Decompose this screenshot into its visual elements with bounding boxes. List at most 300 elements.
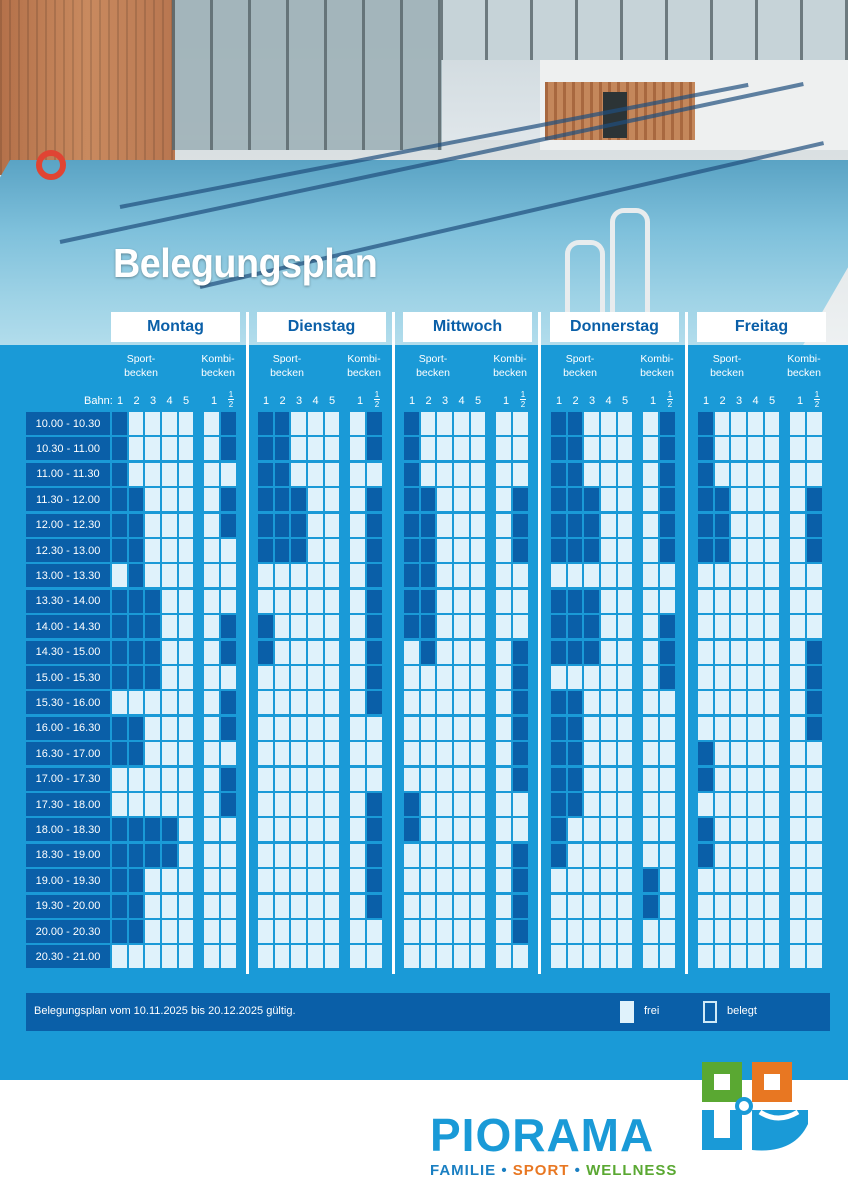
slot-free [731,768,746,791]
logo-tagline: FAMILIE • SPORT • WELLNESS [430,1162,678,1179]
slot-free [421,437,436,460]
slot-occupied [715,539,730,562]
slot-free [454,920,469,943]
time-slot-label: 19.00 - 19.30 [26,869,110,892]
slot-free [179,844,194,867]
slot-free [350,514,365,537]
slot-free [551,895,566,918]
slot-free [204,564,219,587]
slot-occupied [551,818,566,841]
slot-free [204,641,219,664]
slot-free [471,564,486,587]
slot-occupied [221,488,236,511]
slot-free [258,666,273,689]
slot-free [454,869,469,892]
slot-free [275,844,290,867]
slot-free [162,945,177,968]
slot-free [454,412,469,435]
slot-free [204,742,219,765]
slot-occupied [367,514,382,537]
slot-free [660,768,675,791]
slot-occupied [129,615,144,638]
slot-occupied [643,869,658,892]
slot-free [471,412,486,435]
slot-occupied [258,437,273,460]
slot-free [437,514,452,537]
slot-free [437,691,452,714]
slot-free [325,818,340,841]
slot-occupied [129,742,144,765]
slot-free [513,818,528,841]
slot-occupied [404,412,419,435]
slot-free [325,793,340,816]
time-slot-label: 11.00 - 11.30 [26,463,110,486]
slot-free [204,768,219,791]
slot-free [471,818,486,841]
time-slot-label: 14.30 - 15.00 [26,641,110,664]
slot-occupied [551,793,566,816]
slot-free [454,437,469,460]
slot-free [660,742,675,765]
slot-free [643,539,658,562]
slot-free [350,463,365,486]
slot-occupied [584,514,599,537]
slot-free [437,437,452,460]
slot-free [731,945,746,968]
slot-free [437,895,452,918]
slot-free [291,768,306,791]
slot-free [731,869,746,892]
slot-free [221,869,236,892]
slot-free [291,463,306,486]
slot-free [496,844,511,867]
slot-free [275,691,290,714]
slot-free [421,463,436,486]
slot-free [308,691,323,714]
slot-occupied [660,488,675,511]
slot-free [350,590,365,613]
slot-free [179,564,194,587]
slot-free [179,945,194,968]
lane-number: 2 [425,395,432,407]
slot-free [551,920,566,943]
slot-free [421,717,436,740]
slot-free [454,768,469,791]
slot-occupied [513,920,528,943]
slot-free [698,564,713,587]
time-slot-label: 12.30 - 13.00 [26,539,110,562]
lane-number: 1 [408,395,416,407]
slot-free [437,666,452,689]
slot-free [421,793,436,816]
slot-occupied [404,615,419,638]
slot-free [618,920,633,943]
slot-free [643,844,658,867]
slot-free [471,742,486,765]
slot-free [454,564,469,587]
slot-free [291,615,306,638]
slot-occupied [568,691,583,714]
slot-free [731,691,746,714]
slot-free [308,945,323,968]
slot-free [308,818,323,841]
slot-free [291,818,306,841]
slot-free [350,895,365,918]
slot-occupied [112,920,127,943]
slot-free [765,437,780,460]
slot-occupied [112,869,127,892]
slot-occupied [367,818,382,841]
slot-occupied [404,463,419,486]
slot-free [601,590,616,613]
slot-free [325,920,340,943]
slot-free [179,818,194,841]
slot-free [618,895,633,918]
slot-free [584,742,599,765]
slot-free [618,564,633,587]
slot-free [643,742,658,765]
slot-free [308,920,323,943]
slot-free [162,590,177,613]
slot-free [643,488,658,511]
kombi-half-lane-number: 1 2 [228,390,234,409]
slot-free [404,844,419,867]
slot-free [308,895,323,918]
slot-free [765,514,780,537]
slot-free [308,869,323,892]
slot-free [807,590,822,613]
slot-free [568,844,583,867]
slot-free [643,691,658,714]
page-title: Belegungsplan [113,240,378,286]
slot-occupied [221,412,236,435]
slot-free [325,463,340,486]
slot-occupied [367,641,382,664]
slot-free [325,514,340,537]
slot-free [291,590,306,613]
slot-free [291,742,306,765]
slot-free [145,869,160,892]
slot-free [325,691,340,714]
slot-free [350,920,365,943]
slot-free [471,691,486,714]
slot-free [568,869,583,892]
slot-free [660,869,675,892]
slot-free [437,539,452,562]
slot-occupied [584,615,599,638]
slot-free [350,768,365,791]
slot-free [162,615,177,638]
tagline-sport: SPORT [512,1162,570,1179]
slot-occupied [568,590,583,613]
slot-occupied [367,895,382,918]
slot-free [790,844,805,867]
slot-free [221,742,236,765]
slot-free [421,742,436,765]
slot-free [204,945,219,968]
slot-occupied [258,539,273,562]
slot-free [698,641,713,664]
slot-free [162,488,177,511]
slot-free [748,488,763,511]
slot-free [275,590,290,613]
slot-free [350,818,365,841]
slot-free [258,717,273,740]
slot-free [437,412,452,435]
slot-occupied [258,641,273,664]
slot-free [807,920,822,943]
day-header-mittwoch: Mittwoch [403,312,532,342]
slot-free [308,768,323,791]
slot-occupied [551,615,566,638]
slot-free [643,666,658,689]
slot-free [731,514,746,537]
slot-free [350,691,365,714]
slot-free [790,514,805,537]
slot-free [807,844,822,867]
slot-free [748,539,763,562]
slot-free [601,539,616,562]
slot-free [660,818,675,841]
slot-free [748,691,763,714]
slot-free [454,895,469,918]
slot-free [204,895,219,918]
slot-free [618,717,633,740]
slot-free [179,615,194,638]
slot-free [179,539,194,562]
slot-occupied [551,412,566,435]
slot-occupied [112,641,127,664]
slot-free [179,869,194,892]
lane-number: 3 [735,395,743,407]
slot-free [496,539,511,562]
slot-occupied [129,920,144,943]
slot-free [421,869,436,892]
kombibecken-label: Kombi- becken [347,353,381,379]
lane-number: 1 [702,395,710,407]
slot-free [221,666,236,689]
slot-free [618,615,633,638]
slot-free [350,793,365,816]
slot-free [325,666,340,689]
legend-bar [26,993,830,1031]
slot-occupied [551,768,566,791]
day-header-freitag: Freitag [697,312,826,342]
slot-free [731,895,746,918]
slot-free [568,818,583,841]
slot-occupied [367,412,382,435]
lane-number: 4 [752,395,759,407]
slot-free [643,717,658,740]
slot-occupied [275,412,290,435]
slot-free [204,920,219,943]
slot-free [291,691,306,714]
slot-free [350,844,365,867]
slot-free [404,869,419,892]
slot-free [145,539,160,562]
lane-number: 2 [572,395,579,407]
slot-free [350,564,365,587]
slot-free [258,742,273,765]
slot-occupied [660,412,675,435]
slot-free [471,539,486,562]
slot-free [308,717,323,740]
slot-occupied [660,666,675,689]
slot-free [421,895,436,918]
slot-occupied [258,412,273,435]
slot-free [765,463,780,486]
slot-free [454,641,469,664]
slot-free [765,539,780,562]
slot-occupied [807,488,822,511]
slot-free [731,641,746,664]
slot-free [765,920,780,943]
slot-free [496,920,511,943]
slot-free [437,945,452,968]
slot-occupied [129,818,144,841]
slot-free [129,437,144,460]
slot-free [496,717,511,740]
slot-free [513,437,528,460]
slot-free [601,945,616,968]
free-label: frei [644,1005,660,1017]
slot-free [601,463,616,486]
slot-occupied [129,514,144,537]
slot-free [601,768,616,791]
slot-occupied [715,514,730,537]
slot-free [748,742,763,765]
slot-free [660,895,675,918]
slot-free [807,412,822,435]
slot-free [513,945,528,968]
slot-free [748,945,763,968]
time-slot-label: 17.30 - 18.00 [26,793,110,816]
slot-free [145,895,160,918]
slot-occupied [367,666,382,689]
slot-free [350,539,365,562]
slot-free [660,844,675,867]
slot-occupied [551,844,566,867]
slot-occupied [584,590,599,613]
slot-free [807,463,822,486]
slot-free [258,869,273,892]
slot-free [790,641,805,664]
time-slot-label: 20.00 - 20.30 [26,920,110,943]
slot-free [715,818,730,841]
kombibecken-label: Kombi- becken [787,353,821,379]
kombi-lane-number: 1 [796,395,804,407]
slot-occupied [513,844,528,867]
slot-occupied [367,615,382,638]
slot-free [568,920,583,943]
slot-free [471,920,486,943]
slot-occupied [275,514,290,537]
slot-free [162,514,177,537]
slot-occupied [162,844,177,867]
slot-free [551,869,566,892]
slot-free [748,615,763,638]
slot-free [618,666,633,689]
occupied-swatch [703,1001,717,1023]
slot-occupied [568,717,583,740]
slot-free [731,412,746,435]
slot-occupied [568,768,583,791]
slot-occupied [129,590,144,613]
slot-free [698,895,713,918]
slot-occupied [112,818,127,841]
slot-free [350,641,365,664]
slot-occupied [551,590,566,613]
slot-free [790,615,805,638]
slot-free [496,590,511,613]
slot-free [275,641,290,664]
slot-free [618,463,633,486]
slot-free [258,844,273,867]
slot-free [601,564,616,587]
slot-free [643,514,658,537]
slot-occupied [145,666,160,689]
slot-free [807,768,822,791]
lane-number: 5 [328,395,336,407]
slot-free [112,768,127,791]
slot-free [643,590,658,613]
time-slot-label: 20.30 - 21.00 [26,945,110,968]
slot-free [790,691,805,714]
lane-number: 3 [295,395,303,407]
slot-free [454,717,469,740]
slot-free [275,818,290,841]
slot-free [748,590,763,613]
lane-number: 5 [474,395,482,407]
slot-free [496,742,511,765]
lane-number: 4 [605,395,612,407]
slot-free [325,869,340,892]
slot-occupied [367,869,382,892]
slot-free [715,691,730,714]
slot-free [454,818,469,841]
slot-occupied [421,564,436,587]
slot-free [221,945,236,968]
slot-free [325,564,340,587]
slot-free [221,818,236,841]
slot-free [162,869,177,892]
slot-free [325,437,340,460]
header-photo [0,0,848,345]
slot-occupied [112,844,127,867]
slot-free [601,844,616,867]
slot-free [715,895,730,918]
slot-free [496,691,511,714]
slot-free [471,666,486,689]
slot-free [350,666,365,689]
slot-free [291,437,306,460]
slot-free [601,691,616,714]
slot-free [179,412,194,435]
slot-occupied [112,539,127,562]
slot-free [731,463,746,486]
sportbecken-label: Sport- becken [563,353,597,379]
slot-free [367,920,382,943]
slot-free [221,920,236,943]
slot-free [437,717,452,740]
slot-free [471,945,486,968]
slot-free [765,590,780,613]
slot-free [179,793,194,816]
slot-occupied [112,895,127,918]
slot-occupied [221,691,236,714]
slot-occupied [513,691,528,714]
slot-occupied [551,437,566,460]
